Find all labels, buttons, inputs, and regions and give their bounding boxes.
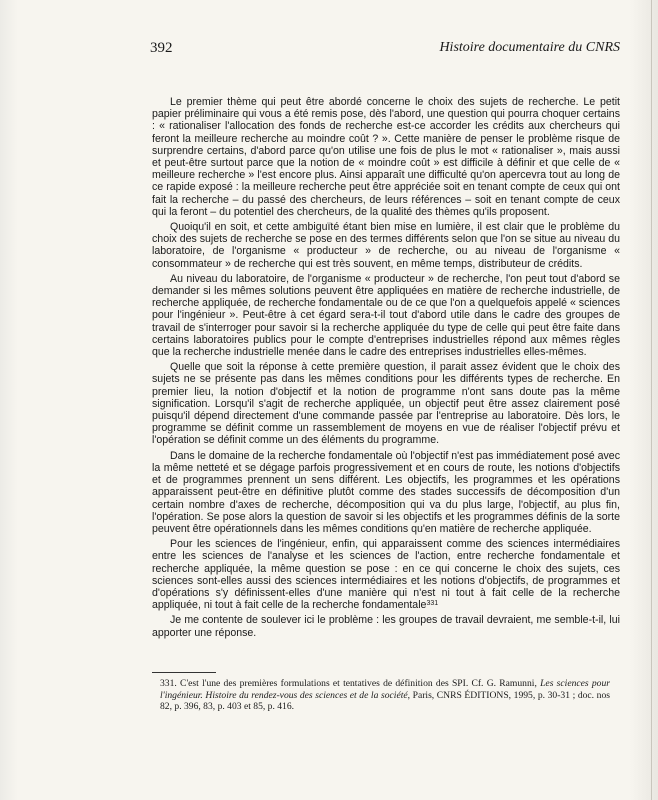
paragraph-with-footnote xyxy=(152,538,620,611)
page-edge-shadow xyxy=(651,0,652,800)
footnote-number: 331. xyxy=(160,678,177,689)
paragraph: Dans le domaine de la recherche fondamentale où l'objectif n'est pas immédiatement posé avec la même netteté et se dégage parfois progressivement et en cours de route, les notions d'objectifs et de programmes prennent un sens différent. Les objectifs, les programmes et les opérations apparaissent peut-être en définitive plutôt comme des stades successifs de décomposition d'un certain nombre d'axes de recherche, décomposition qui va du plus large, l'objectif, au plus fin, l'opération. Se pose alors la question de savoir si les objectifs et les programmes définis de la sorte peuvent être opérationnels dans les mêmes conditions qu'en matière de recherche appliquée. xyxy=(152,449,620,535)
paragraph: Quoiqu'il en soit, et cette ambiguïté étant bien mise en lumière, il est clair que le problème du choix des sujets de recherche se pose en des termes différents selon que l'on se situe au niveau du laboratoire, de l'organisme « producteur » de recherche, ou au niveau de l'organisme « consommateur » de recherche qui est très souvent, en même temps, distributeur de crédits. xyxy=(152,221,620,270)
footnote-text: C'est l'une des premières formulations et tentatives de définition des SPI. Cf. G. Ramunni, xyxy=(180,678,537,689)
footnote-reference[interactable]: 331 xyxy=(426,600,439,608)
footnote-separator xyxy=(152,672,216,673)
paragraph: Quelle que soit la réponse à cette première question, il parait assez évident que le choix des sujets ne se présente pas dans les mêmes conditions pour les différents types de recherche. En premier lieu, la notion d'objectif et la notion de programme n'ont sans doute pas la même signification. Lorsqu'il s'agit de recherche appliquée, un objectif peut être assez clairement posé puisqu'il dépend directement d'une commande passée par l'entreprise au laboratoire. Dès lors, le programme se définit comme un rassemblement de moyens en vue de réaliser l'objectif prévu et l'opération se définit comme un des éléments du programme. xyxy=(152,361,620,447)
footnote xyxy=(160,678,610,713)
paragraph: Je me contente de soulever ici le problème : les groupes de travail devraient, me semble-t-il, lui apporter une réponse. xyxy=(152,614,620,639)
paragraph-text: Pour les sciences de l'ingénieur, enfin, qui apparaissent comme des sciences intermédiaires entre les sciences de l'analyse et les sciences de l'action, entre recherche fondamentale et recherche appliquée, la même question se pose : en ce qui concerne le choix des sujets, ces sciences sont-elles aussi des sciences intermédiaires et les notions d'objectifs, de programmes et d'opérations s'y définissent-elles d'une manière qui n'est ni tout à fait celle de la recherche appliquée, ni tout à fait celle de la recherche fondamentale xyxy=(152,538,620,612)
page-number: 392 xyxy=(150,40,173,56)
paragraph: Au niveau du laboratoire, de l'organisme « producteur » de recherche, l'on peut tout d'abord se demander si les mêmes solutions peuvent être appliquées en matière de recherche industrielle, de recherche appliquée, de recherche fondamentale ou de ce que l'on a quelquefois appelé « sciences pour l'ingénieur ». Peut-être à cet égard sera-t-il tout d'abord utile dans le cadre des groupes de travail de s'interroger pour savoir si la recherche appliquée du type de celle qui peut être faite dans certains laboratoires publics pour le compte d'entreprises industrielles répond aux mêmes règles que la recherche industrielle menée dans le cadre des entreprises industrielles elles-mêmes. xyxy=(152,272,620,359)
body-text xyxy=(152,96,620,642)
footnote-book-title: Les sciences pour l'ingénieur. Histoire du rendez-vous des sciences et de la société xyxy=(160,678,610,701)
paragraph: Le premier thème qui peut être abordé concerne le choix des sujets de recherche. Le petit papier préliminaire qui vous a été remis pose, dès l'abord, une question qui pourra choquer certains : « rationaliser l'allocation des fonds de recherche est-ce accorder les crédits aux chercheurs qui feront la meilleure recherche au moindre coût ? ». Cette manière de penser le problème risque de surprendre certains, d'abord parce qu'on utilise une fois de plus le mot « rationaliser », mais aussi et peut-être surtout parce que la notion de « moindre coût » est difficile à définir et que celle de « meilleure recherche » l'est encore plus. Ainsi apparaît une difficulté qu'on apercevra tout au long de ce rapide exposé : la meilleure recherche peut être appréciée soit en tenant compte de ceux qui ont fait la recherche – du passé des chercheurs, de leurs références – soit en tenant compte de ceux qui la feront – du potentiel des chercheurs, de la qualité des thèmes qu'ils proposent. xyxy=(152,96,620,218)
running-title: Histoire documentaire du CNRS xyxy=(439,40,620,55)
page-header xyxy=(150,40,620,58)
footnote-text-end: , Paris, CNRS ÉDITIONS, 1995, p. 30-31 ; doc. nos 82, p. 396, 83, p. 403 et 85, p. 416. xyxy=(160,689,610,713)
